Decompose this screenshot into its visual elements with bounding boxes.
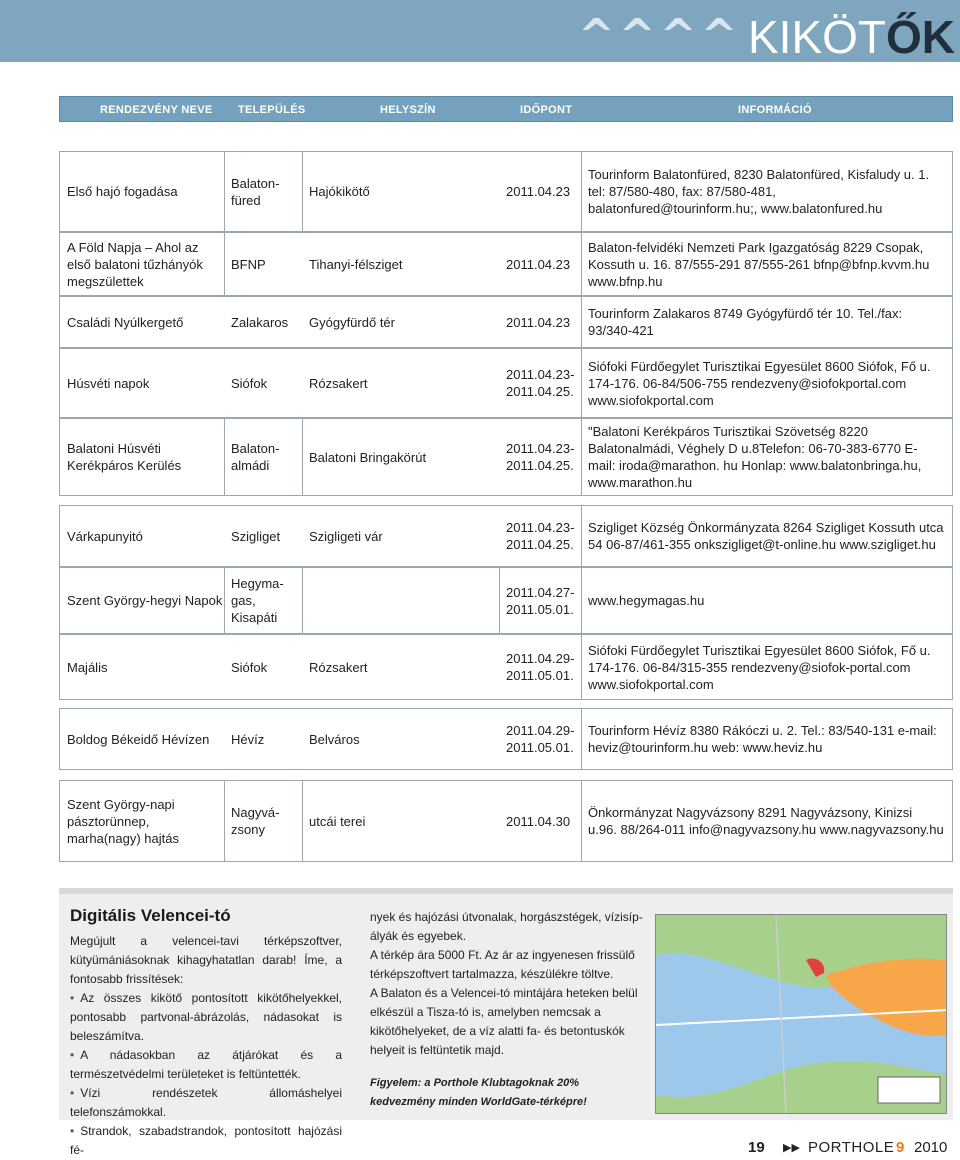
promo-intro: Megújult a velencei-tavi térképszoftver, kütyümániásoknak kihagyhatatlan darab! Íme, a fontosabb frissítések: xyxy=(70,934,342,986)
event-town: Nagyvá- zsony xyxy=(225,781,303,861)
table-row xyxy=(59,232,953,296)
event-town: Siófok xyxy=(231,375,268,391)
event-info: "Balatoni Kerékpáros Turisztikai Szövetség 8220 Balatonalmádi, Véghely D u.8Telefon: 06-70-383-6770 E-mail: iroda@marathon. hu Honlap: www.balatonbringa.hu, www.marathon.hu xyxy=(588,424,922,490)
promo-bullet: • Strandok, szabadstrandok, pontosított hajózási fé- xyxy=(70,1122,342,1160)
header-venue: HELYSZÍN xyxy=(380,104,436,116)
section-title-dark: ŐK xyxy=(886,11,956,63)
promo-title: Digitális Velencei-tó xyxy=(70,906,231,925)
event-date: 2011.04.23- 2011.04.25. xyxy=(500,349,582,417)
gps-map-screenshot xyxy=(655,914,947,1114)
chevron-decor-icon: ^^^^ xyxy=(578,10,742,61)
promo-paragraph: nyek és hajózási útvonalak, horgászstégek, vízisípályák és egyebek. xyxy=(370,910,643,943)
event-info: Tourinform Zalakaros 8749 Gyógyfürdő tér 10. Tel./fax: 93/340-421 xyxy=(588,306,903,338)
promo-paragraph: A Balaton és a Velencei-tó mintájára heteken belül elkészül a Tisza-tó is, amelyben nemcsak a kikötőhelyeket, de a víz alatti fa- és betontuskók helyeit is feltüntetik majd. xyxy=(370,986,638,1057)
event-venue: utcái terei xyxy=(309,813,366,829)
event-info: Siófoki Fürdőegylet Turisztikai Egyesület 8600 Siófok, Fő u. 174-176. 06-84/315-355 rendezveny@siofok-portal.com www.siofokportal.com xyxy=(588,642,931,692)
event-name: Húsvéti napok xyxy=(67,375,150,391)
section-title xyxy=(748,10,955,64)
table-row xyxy=(59,296,953,348)
event-name: Családi Nyúlkergető xyxy=(67,314,184,330)
event-venue: Balatoni Bringakörút xyxy=(309,449,427,465)
event-info: Tourinform Balatonfüred, 8230 Balatonfüred, Kisfaludy u. 1. tel: 87/580-480, fax: 87/580-481, balatonfured@tourinform.hu;, www.balatonfured.hu xyxy=(588,167,930,216)
issue-number: 9 xyxy=(896,1139,905,1156)
event-town: Zalakaros xyxy=(231,314,289,330)
issue-year: 2010 xyxy=(914,1139,948,1156)
event-venue: Rózsakert xyxy=(309,659,368,675)
event-date: 2011.04.29- 2011.05.01. xyxy=(500,709,582,769)
promo-column-left xyxy=(70,932,342,1160)
event-name: Boldog Békeidő Hévízen xyxy=(67,731,210,747)
event-date: 2011.04.23 xyxy=(500,233,582,295)
event-date: 2011.04.23- 2011.04.25. xyxy=(500,419,582,495)
header-event-name: RENDEZVÉNY NEVE xyxy=(100,104,213,116)
table-row xyxy=(59,708,953,770)
event-name: Első hajó fogadása xyxy=(60,152,225,231)
promo-bullet: • Vízi rendészetek állomáshelyei telefonszámokkal. xyxy=(70,1084,342,1122)
table-row xyxy=(59,567,953,634)
table-row xyxy=(59,348,953,418)
top-banner xyxy=(0,0,960,62)
event-info: www.hegymagas.hu xyxy=(588,593,705,608)
header-date: IDŐPONT xyxy=(520,104,573,116)
table-row xyxy=(59,780,953,862)
event-venue: Tihanyi-félsziget xyxy=(309,256,403,272)
promo-bullet: • Az összes kikötő pontosított kikötőhelyekkel, pontosabb partvonal-ábrázolás, nádasokat is beleszámítva. xyxy=(70,989,342,1046)
event-date: 2011.04.27- 2011.05.01. xyxy=(500,568,582,633)
event-town: Hegyma- gas, Kisapáti xyxy=(225,568,303,633)
table-row xyxy=(59,505,953,567)
event-info: Balaton-felvidéki Nemzeti Park Igazgatóság 8229 Csopak, Kossuth u. 16. 87/555-291 87/555-261 bfnp@bfnp.kvvm.hu www.bfnp.hu xyxy=(588,239,930,289)
event-venue xyxy=(303,568,500,633)
event-name: Várkapunyitó xyxy=(67,528,143,544)
event-date: 2011.04.23- 2011.04.25. xyxy=(500,506,582,566)
map-zoom-box xyxy=(878,1077,940,1103)
event-name: Szent György-hegyi Napok xyxy=(60,568,225,633)
event-town: Szigliget xyxy=(231,528,281,544)
event-town: Balaton- füred xyxy=(225,152,303,231)
event-venue: Gyógyfürdő tér xyxy=(309,314,395,330)
table-row xyxy=(59,151,953,232)
event-name: Szent György-napi pásztorünnep, marha(nagy) hajtás xyxy=(60,781,225,861)
map-image xyxy=(656,915,947,1114)
event-town: BFNP xyxy=(231,256,266,272)
promo-bullet: • A nádasokban az átjárókat és a természetvédelmi területeket is feltüntették. xyxy=(70,1046,342,1084)
table-header xyxy=(59,96,953,122)
event-info: Siófoki Fürdőegylet Turisztikai Egyesület 8600 Siófok, Fő u. 174-176. 06-84/506-755 rendezveny@siofokportal.com www.siofokportal.com xyxy=(588,358,931,408)
event-venue: Szigligeti vár xyxy=(309,528,383,544)
event-info: Szigliget Község Önkormányzata 8264 Szigliget Kossuth utca 54 06-87/461-355 onkszigliget@t-online.hu www.szigliget.hu xyxy=(588,520,944,552)
event-info: Tourinform Hévíz 8380 Rákóczi u. 2. Tel.: 83/540-131 e-mail: heviz@tourinform.hu web: www.heviz.hu xyxy=(588,723,937,755)
event-town: Hévíz xyxy=(231,731,265,747)
event-date: 2011.04.23 xyxy=(500,152,582,231)
event-venue: Hajókikötő xyxy=(309,184,370,199)
event-name: Majális xyxy=(67,659,108,675)
header-town: TELEPÜLÉS xyxy=(238,104,306,116)
event-date: 2011.04.29- 2011.05.01. xyxy=(500,635,582,699)
page-number: 19 xyxy=(748,1139,765,1156)
event-date: 2011.04.30 xyxy=(500,781,582,861)
magazine-name: PORTHOLE xyxy=(808,1139,895,1156)
section-title-light: KIKÖT xyxy=(748,11,887,63)
event-venue: Rózsakert xyxy=(309,375,368,391)
event-town: Siófok xyxy=(231,659,268,675)
event-info: Önkormányzat Nagyvázsony 8291 Nagyvázsony, Kinizsi u.96. 88/264-011 info@nagyvazsony.hu www.nagyvazsony.hu xyxy=(588,805,944,837)
event-town: Balaton- almádi xyxy=(225,419,303,495)
event-name: Balatoni Húsvéti Kerékpáros Kerülés xyxy=(60,419,225,495)
forward-arrows-icon: ▶▶ xyxy=(783,1142,800,1154)
promo-paragraph: A térkép ára 5000 Ft. Az ár az ingyenesen frissülő térképszoftvert tartalmazza, készülékre töltve. xyxy=(370,948,635,981)
header-info: INFORMÁCIÓ xyxy=(738,104,812,116)
promo-column-middle xyxy=(370,908,646,1112)
event-venue: Belváros xyxy=(309,731,360,747)
event-date: 2011.04.23 xyxy=(500,297,582,347)
event-name: A Föld Napja – Ahol az első balatoni tűzhányók megszülettek xyxy=(60,233,225,295)
table-row xyxy=(59,634,953,700)
promo-note: Figyelem: a Porthole Klubtagoknak 20% kedvezmény minden WorldGate-térképre! xyxy=(370,1077,587,1108)
table-row xyxy=(59,418,953,496)
